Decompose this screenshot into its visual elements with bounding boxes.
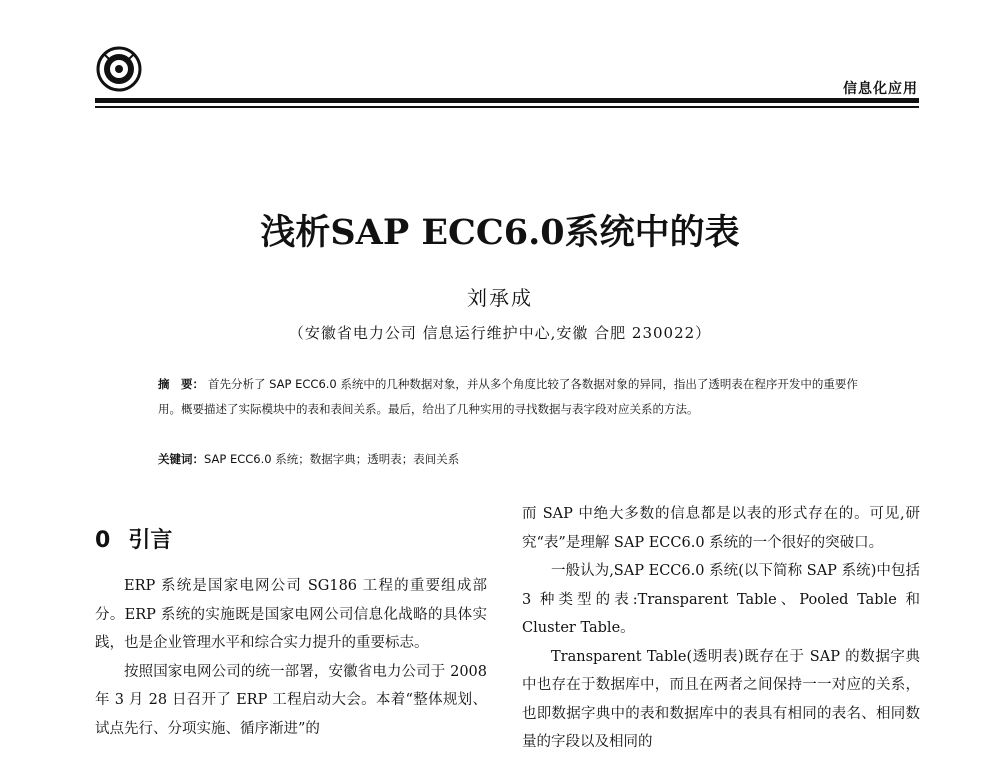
- author-name: 刘承成: [467, 286, 533, 310]
- abstract: [158, 372, 858, 422]
- keywords: [158, 447, 858, 472]
- header-rule-thick: [95, 98, 919, 103]
- header-rule-thin: [95, 106, 919, 108]
- journal-section-label: 信息化应用: [843, 81, 918, 97]
- author-affiliation: （安徽省电力公司 信息运行维护中心,安徽 合肥 230022）: [288, 324, 712, 342]
- body-paragraph: 按照国家电网公司的统一部署，安徽省电力公司于 2008 年 3 月 28 日召开了 ERP 工程启动大会。本着“整体规划、试点先行、分项实施、循序渐进”的: [95, 663, 487, 737]
- abstract-text: 首先分析了 SAP ECC6.0 系统中的几种数据对象，并从多个角度比较了各数据对象的异同，指出了透明表在程序开发中的重要作用。概要描述了实际模块中的表和表间关系。最后，给出了几种实用的寻找数据与表字段对应关系的方法。: [158, 377, 858, 416]
- abstract-label: 摘 要：: [158, 377, 204, 391]
- body-paragraph: 一般认为,SAP ECC6.0 系统(以下简称 SAP 系统)中包括 3 种类型的表:Transparent Table、Pooled Table 和 Cluster Table。: [522, 563, 920, 636]
- body-paragraph: ERP 系统是国家电网公司 SG186 工程的重要组成部分。ERP 系统的实施既是国家电网公司信息化战略的具体实践，也是企业管理水平和综合实力提升的重要标志。: [95, 578, 487, 651]
- body-paragraph-continued: 而 SAP 中绝大多数的信息都是以表的形式存在的。可见,研究“表”是理解 SAP ECC6.0 系统的一个很好的突破口。: [522, 506, 920, 551]
- paper-title: 浅析SAP ECC6.0系统中的表: [260, 212, 740, 253]
- left-column: [95, 572, 487, 743]
- section-heading: [95, 523, 172, 554]
- keywords-text: SAP ECC6.0 系统；数据字典；透明表；表间关系: [204, 452, 460, 466]
- keywords-label: 关键词：: [158, 452, 204, 466]
- body-paragraph: Transparent Table(透明表)既存在于 SAP 的数据字典中也存在于数据库中，而且在两者之间保持一一对应的关系，也即数据字典中的表和数据库中的表具有相同的表名、相同数量的字段以及相同的: [522, 648, 920, 750]
- journal-seal-icon: [96, 46, 142, 92]
- right-column: [522, 500, 920, 757]
- section-title: 引言: [128, 528, 173, 553]
- section-number: 0: [95, 528, 111, 553]
